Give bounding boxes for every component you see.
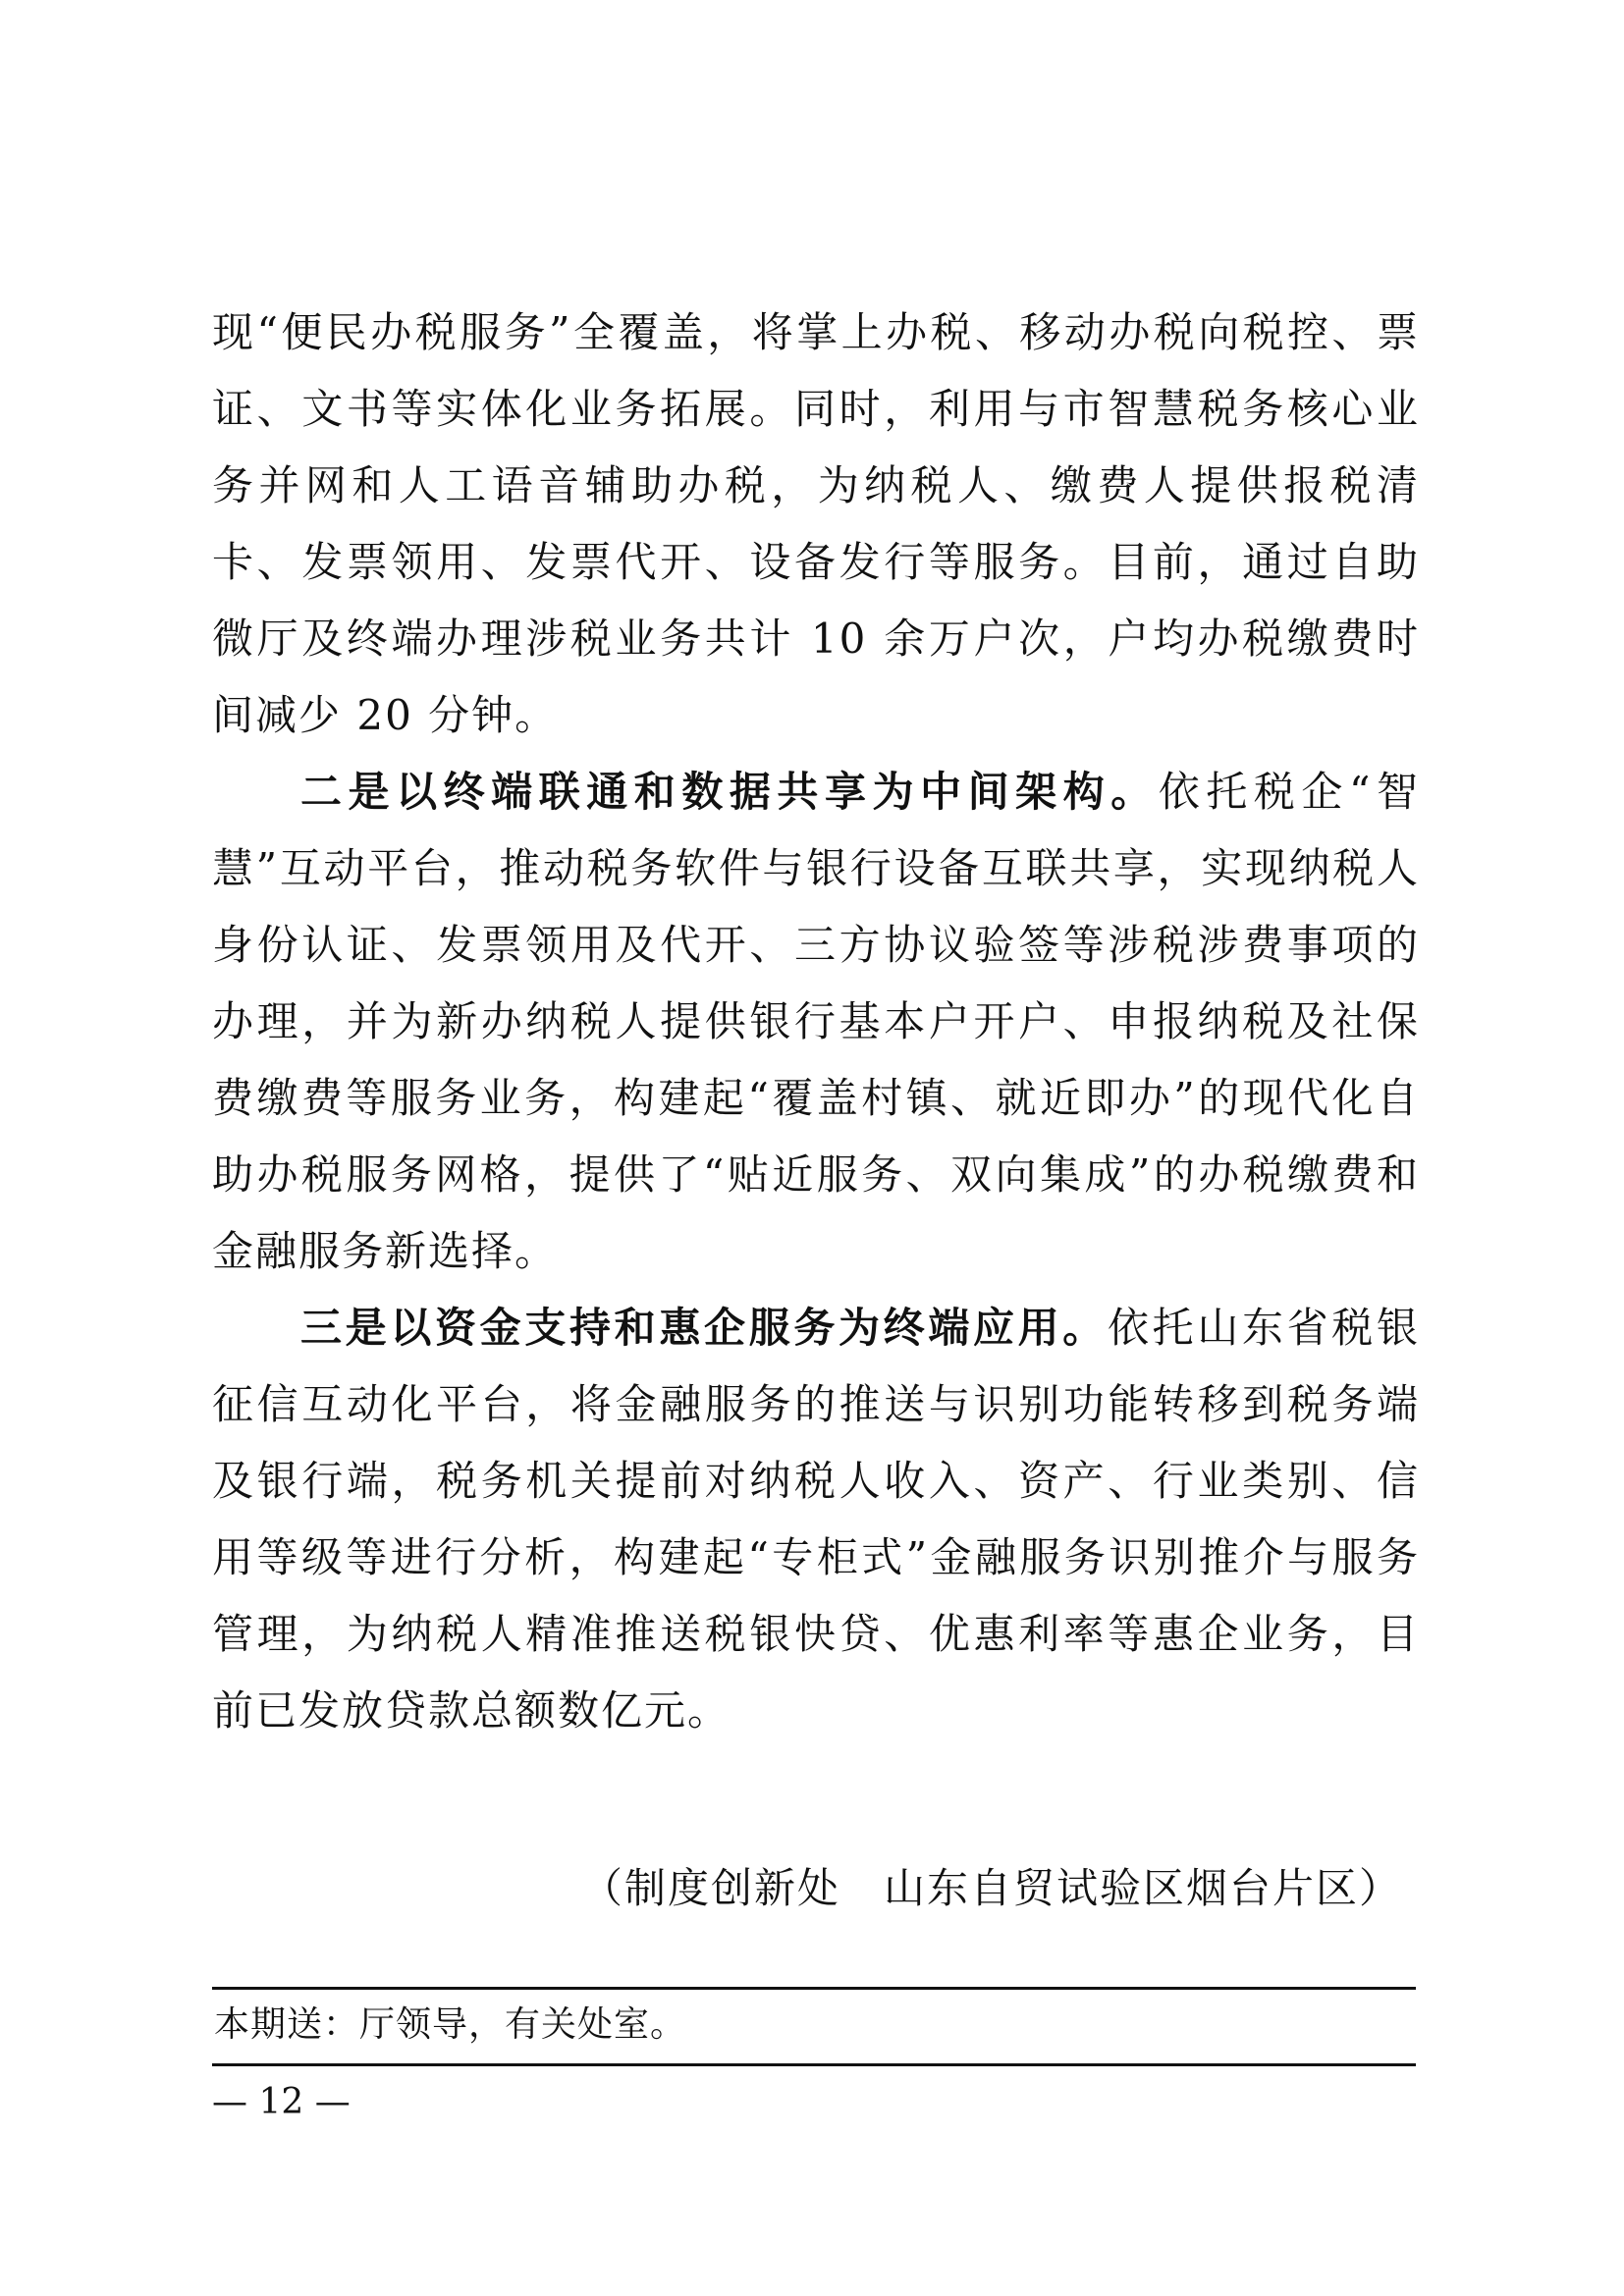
distribution-note: 本期送：厅领导，有关处室。 [214,2004,687,2045]
body-text [212,294,1420,1749]
source-attribution: （制度创新处 山东自贸试验区烟台片区） [580,1864,1402,1912]
top-divider [212,1987,1416,1990]
paragraph-2 [212,754,1420,1290]
page-number: — 12 — [212,2082,351,2122]
paragraph-2-lead: 二是以终端联通和数据共享为中间架构。 [300,768,1159,816]
paragraph-3-text: 依托山东省税银征信互动化平台，将金融服务的推送与识别功能转移到税务端及银行端，税务机关提前对纳税人收入、资产、行业类别、信用等级等进行分析，构建起“专柜式”金融服务识别推介与服务管理，为纳税人精准推送税银快贷、优惠利率等惠企业务，目前已发放贷款总额数亿元。 [212,1304,1420,1735]
paragraph-1 [212,294,1420,754]
paragraph-2-text: 依托税企“智慧”互动平台，推动税务软件与银行设备互联共享，实现纳税人身份认证、发票领用及代开、三方协议验签等涉税涉费事项的办理，并为新办纳税人提供银行基本户开户、申报纳税及社保费缴费等服务业务，构建起“覆盖村镇、就近即办”的现代化自助办税服务网格，提供了“贴近服务、双向集成”的办税缴费和金融服务新选择。 [212,768,1420,1275]
bottom-divider [212,2063,1416,2066]
paragraph-3 [212,1290,1420,1749]
paragraph-3-lead: 三是以资金支持和惠企服务为终端应用。 [300,1304,1108,1352]
paragraph-1-text: 现“便民办税服务”全覆盖，将掌上办税、移动办税向税控、票证、文书等实体化业务拓展。同时，利用与市智慧税务核心业务并网和人工语音辅助办税，为纳税人、缴费人提供报税清卡、发票领用、发票代开、设备发行等服务。目前，通过自助微厅及终端办理涉税业务共计 10 余万户次，户均办税缴费时间减少 20 分钟。 [212,308,1420,739]
